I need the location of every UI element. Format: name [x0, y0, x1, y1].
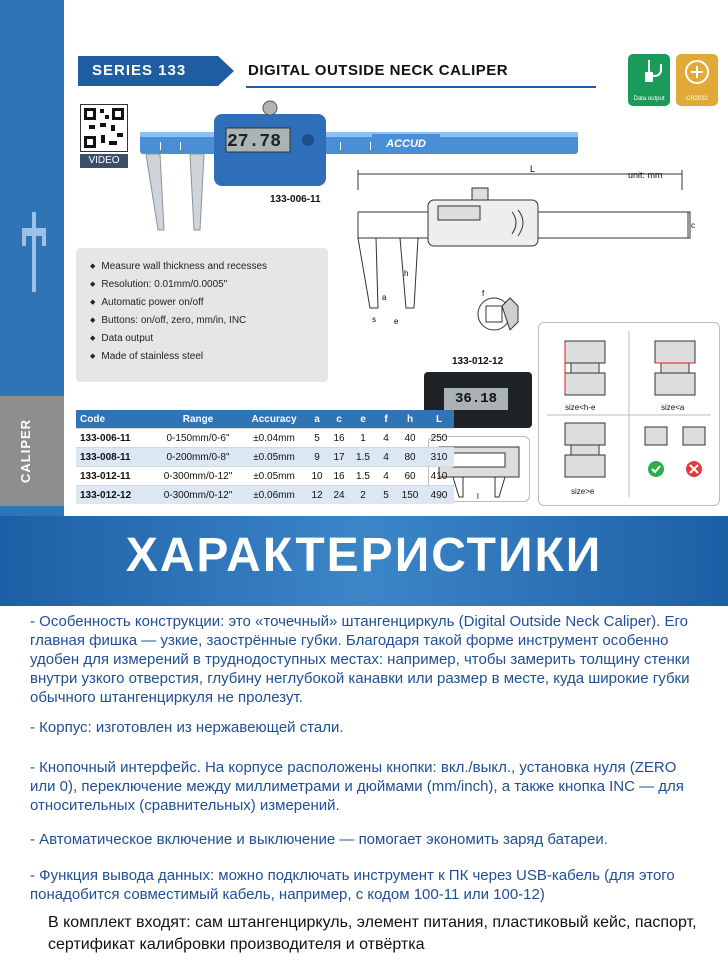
dim-l: l [477, 492, 479, 501]
table-header-cell: h [396, 410, 424, 429]
unit-note: unit: mm [628, 170, 663, 180]
usage-caption: size<a [661, 403, 685, 412]
model-code-cell: 133-012-11 [76, 467, 154, 486]
kit-contents: В комплект входят: сам штангенциркуль, элемент питания, пластиковый кейс, паспорт, сертификат калибровки производителя и отвёртка [48, 914, 697, 953]
page-title: DIGITAL OUTSIDE NECK CALIPER [248, 62, 509, 79]
table-row [76, 429, 454, 448]
qr-video-label: VIDEO [80, 154, 128, 168]
data-output-badge [628, 54, 670, 106]
check-icon [648, 461, 664, 477]
table-cell: ±0.06mm [242, 486, 306, 505]
usb-cable-icon [628, 54, 670, 90]
table-header-cell: Range [154, 410, 242, 429]
dim-e: e [394, 317, 399, 326]
table-cell: 0-200mm/0-8" [154, 448, 242, 467]
table-row [76, 448, 454, 467]
table-cell: 1.5 [350, 467, 376, 486]
paragraph: - Автоматическое включение и выключение — помогает экономить заряд батареи. [30, 831, 608, 848]
table-cell: 60 [396, 467, 424, 486]
coin-battery-icon [676, 54, 718, 90]
dim-h: h [404, 269, 409, 278]
table-cell: 80 [396, 448, 424, 467]
feature-item: ◆ Measure wall thickness and recesses [90, 258, 328, 276]
dim-L: L [530, 164, 536, 174]
table-cell: 16 [328, 467, 350, 486]
table-cell: 17 [328, 448, 350, 467]
table-cell: 5 [376, 486, 396, 505]
feature-item: ◆ Automatic power on/off [90, 294, 328, 312]
feature-item: ◆ Made of stainless steel [90, 348, 328, 366]
dim-a: a [382, 293, 387, 302]
model-code-cell: 133-012-12 [76, 486, 154, 505]
usage-panel [538, 322, 720, 506]
lcd-main-reading: 27.78 [226, 132, 281, 152]
banner-title: ХАРАКТЕРИСТИКИ [125, 529, 603, 582]
features-box [76, 248, 328, 382]
paragraph: - Кнопочный интерфейс. На корпусе расположены кнопки: вкл./выкл., установка нуля (ZERO или 0), переключение между миллиметрами и дюймами (mm/inch), а также кнопка INC — для относительных (сравнительных) измерений. [30, 759, 684, 814]
table-cell: 2 [350, 486, 376, 505]
model-code-cell: 133-008-11 [76, 448, 154, 467]
table-cell: 410 [424, 467, 454, 486]
table-cell: 10 [306, 467, 328, 486]
table-cell: 9 [306, 448, 328, 467]
dim-f: f [482, 289, 485, 298]
table-cell: 0-300mm/0-12" [154, 486, 242, 505]
table-row [76, 486, 454, 505]
table-header-row [76, 410, 454, 429]
table-cell: 40 [396, 429, 424, 448]
series-arrow [218, 56, 234, 86]
usage-caption: size>e [571, 487, 595, 496]
table-cell: ±0.05mm [242, 448, 306, 467]
table-header-cell: Accuracy [242, 410, 306, 429]
table-cell: 250 [424, 429, 454, 448]
paragraph: - Особенность конструкции: это «точечный» штангенциркуль (Digital Outside Neck Caliper). Его главная фишка — узкие, заострённые губки. Благодаря такой форме инструмент особенно удобен для измерений в труднодоступных местах: например, чтобы замерить толщину стенки внутри узкого отверстия, глубину неглубокой канавки или размер в месте, куда широкие губки обычного штангенциркуля не пролезут. [30, 613, 690, 706]
table-cell: 4 [376, 448, 396, 467]
table-cell: 490 [424, 486, 454, 505]
feature-item: ◆ Resolution: 0.01mm/0.0005" [90, 276, 328, 294]
lcd-small-reading: 36.18 [444, 388, 508, 410]
paragraph: - Корпус: изготовлен из нержавеющей стали. [30, 719, 344, 736]
spec-table [76, 410, 454, 504]
section-tab [0, 396, 64, 506]
table-header-cell: c [328, 410, 350, 429]
table-header-cell: Code [76, 410, 154, 429]
paragraph: - Функция вывода данных: можно подключать инструмент к ПК через USB-кабель (для этого понадобится совместимый кабель, например, с кодом 100-11 или 100-12) [30, 867, 675, 903]
sidebar-logo [0, 0, 64, 200]
qr-code[interactable] [80, 104, 128, 152]
usage-caption: size<h-e [565, 403, 596, 412]
data-output-label: Data output [633, 96, 665, 102]
dim-s: s [372, 315, 376, 324]
technical-drawing [352, 160, 695, 330]
battery-badge [676, 54, 718, 106]
table-cell: 12 [306, 486, 328, 505]
model-code-cell: 133-006-11 [76, 429, 154, 448]
caliper-silhouette-icon [18, 212, 50, 292]
table-cell: ±0.04mm [242, 429, 306, 448]
table-cell: 1 [350, 429, 376, 448]
series-label: SERIES 133 [78, 56, 218, 86]
table-cell: 1.5 [350, 448, 376, 467]
table-cell: 24 [328, 486, 350, 505]
battery-label: CR2032 [685, 96, 708, 102]
feature-item: ◆ Buttons: on/off, zero, mm/in, INC [90, 312, 328, 330]
table-cell: 0-300mm/0-12" [154, 467, 242, 486]
table-header-cell: L [424, 410, 454, 429]
table-cell: 4 [376, 429, 396, 448]
dim-c: c [691, 221, 695, 230]
table-header-cell: a [306, 410, 328, 429]
table-cell: 0-150mm/0-6" [154, 429, 242, 448]
table-header-cell: f [376, 410, 396, 429]
table-cell: ±0.05mm [242, 467, 306, 486]
table-cell: 4 [376, 467, 396, 486]
model-label-bottom: 133-012-12 [452, 356, 504, 367]
section-label: CALIPER [18, 418, 33, 484]
model-label-top: 133-006-11 [270, 194, 321, 205]
feature-item: ◆ Data output [90, 330, 328, 348]
table-cell: 5 [306, 429, 328, 448]
table-cell: 150 [396, 486, 424, 505]
caliper-brand-text: ACCUD [386, 138, 426, 150]
header-divider [246, 86, 596, 88]
table-cell: 16 [328, 429, 350, 448]
table-cell: 310 [424, 448, 454, 467]
table-row [76, 467, 454, 486]
table-header-cell: e [350, 410, 376, 429]
